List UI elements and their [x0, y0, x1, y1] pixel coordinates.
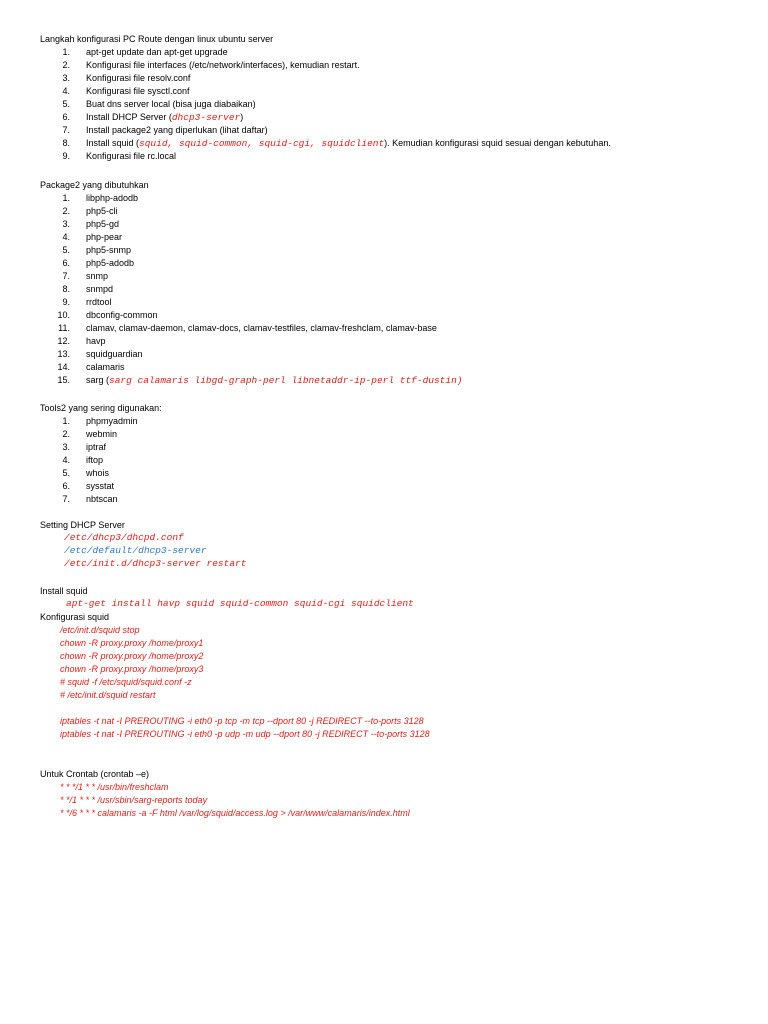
list-item — [42, 150, 742, 162]
list-item — [42, 322, 742, 334]
crontab-line: * */6 * * * calamaris -a -F html /var/log/squid/access.log > /var/www/calamaris/index.html — [60, 808, 410, 818]
squid-config-line: chown -R proxy.proxy /home/proxy2 — [60, 651, 204, 661]
list-item-label: php5-gd — [86, 219, 120, 229]
list-item — [42, 467, 742, 479]
list-item — [42, 335, 742, 347]
list-item — [42, 296, 742, 308]
list-item — [42, 480, 742, 492]
list-item-code: sarg calamaris libgd-graph-perl libnetaddr-ip-perl ttf-dustin) — [109, 375, 463, 386]
list-item-label: dbconfig-common — [86, 310, 158, 320]
list-item — [42, 428, 742, 440]
list-item-label: libphp-adodb — [86, 193, 139, 203]
list-item-text — [86, 231, 122, 243]
list-item-label: phpmyadmin — [86, 416, 138, 426]
list-item-label: whois — [86, 468, 110, 478]
list-item-text — [86, 309, 158, 321]
list-item-text — [86, 361, 125, 373]
list-item-label: Konfigurasi file resolv.conf — [86, 73, 191, 83]
list-item-text — [86, 415, 138, 427]
list-item — [42, 415, 742, 427]
list-item-number: 2. — [62, 60, 70, 70]
crontab-heading: Untuk Crontab (crontab –e) — [40, 769, 150, 779]
list-item-label: iptraf — [86, 442, 107, 452]
list-item-label: php5-snmp — [86, 245, 132, 255]
list-item — [42, 361, 742, 373]
list-item-label: Konfigurasi file interfaces (/etc/network/interfaces), kemudian restart. — [86, 60, 360, 70]
squid-config-line: /etc/init.d/squid stop — [60, 625, 140, 635]
dhcp-line: /etc/dhcp3/dhcpd.conf — [64, 532, 184, 543]
list-item-label: havp — [86, 336, 106, 346]
list-item-number: 1. — [62, 416, 70, 426]
squid-config-line: chown -R proxy.proxy /home/proxy1 — [60, 638, 204, 648]
list-item-number: 6. — [62, 258, 70, 268]
list-item — [42, 441, 742, 453]
list-item-text — [86, 467, 109, 479]
list-item-text — [86, 283, 113, 295]
list-item-number: 13. — [57, 349, 70, 359]
list-item — [42, 205, 742, 217]
list-item — [42, 257, 742, 269]
list-item — [42, 374, 742, 386]
list-item-text — [86, 428, 117, 440]
dhcp-heading: Setting DHCP Server — [40, 520, 125, 530]
list-item-number: 4. — [62, 86, 70, 96]
list-item-code: squid, squid-common, squid-cgi, squidclient — [139, 138, 385, 149]
list-item-label: Konfigurasi file rc.local — [86, 151, 177, 161]
list-item-label: Install DHCP Server ( — [86, 112, 172, 122]
list-item-label: sysstat — [86, 481, 115, 491]
list-item-text — [86, 322, 437, 334]
list-item — [42, 111, 742, 123]
list-item — [42, 137, 742, 149]
list-item-label: php5-cli — [86, 206, 118, 216]
list-item-number: 12. — [57, 336, 70, 346]
list-item-label: rrdtool — [86, 297, 112, 307]
list-item-number: 5. — [62, 468, 70, 478]
list-item-text — [86, 72, 190, 84]
list-item-number: 1. — [62, 193, 70, 203]
squid-config-line: chown -R proxy.proxy /home/proxy3 — [60, 664, 204, 674]
list-item — [42, 348, 742, 360]
list-item-text — [86, 296, 112, 308]
list-item-label: sarg ( — [86, 375, 110, 385]
list-item-number: 2. — [62, 206, 70, 216]
list-item-number: 7. — [62, 125, 70, 135]
list-item — [42, 218, 742, 230]
dhcp-line: /etc/default/dhcp3-server — [64, 545, 207, 556]
list-item — [42, 124, 742, 136]
crontab-line: * * */1 * * /usr/bin/freshclam — [60, 782, 169, 792]
list-item-number: 8. — [62, 138, 70, 148]
list-item-label: php5-adodb — [86, 258, 135, 268]
list-item-label: Install squid ( — [86, 138, 140, 148]
steps-heading: Langkah konfigurasi PC Route dengan linux ubuntu server — [40, 34, 274, 44]
list-item-label: Buat dns server local (bisa juga diabaikan) — [86, 99, 256, 109]
list-item-number: 7. — [62, 494, 70, 504]
list-item-number: 5. — [62, 245, 70, 255]
list-item-text — [86, 85, 190, 97]
squid-config-line: # /etc/init.d/squid restart — [60, 690, 156, 700]
list-item-label: Install package2 yang diperlukan (lihat daftar) — [86, 125, 268, 135]
list-item-label: webmin — [86, 429, 118, 439]
list-item-text — [86, 124, 268, 136]
list-item-text — [86, 150, 176, 162]
list-item-number: 4. — [62, 455, 70, 465]
list-item-label: clamav, clamav-daemon, clamav-docs, clamav-testfiles, clamav-freshclam, clamav-base — [86, 323, 437, 333]
list-item-suffix: ). Kemudian konfigurasi squid sesuai dengan kebutuhan. — [384, 138, 611, 148]
list-item-number: 10. — [57, 310, 70, 320]
list-item-text — [86, 218, 119, 230]
list-item — [42, 283, 742, 295]
list-item — [42, 493, 742, 505]
konfigurasi-squid-heading: Konfigurasi squid — [40, 612, 110, 622]
list-item-text — [86, 335, 106, 347]
list-item — [42, 231, 742, 243]
list-item-text — [86, 137, 611, 150]
list-item-text — [86, 374, 462, 387]
list-item-number: 2. — [62, 429, 70, 439]
list-item-number: 8. — [62, 284, 70, 294]
list-item — [42, 270, 742, 282]
crontab-line: * */1 * * * /usr/sbin/sarg-reports today — [60, 795, 208, 805]
iptables-line: iptables -t nat -I PREROUTING -i eth0 -p tcp -m tcp --dport 80 -j REDIRECT --to-ports 3128 — [60, 716, 424, 726]
list-item-label: Konfigurasi file sysctl.conf — [86, 86, 190, 96]
list-item-text — [86, 244, 131, 256]
list-item-label: php-pear — [86, 232, 123, 242]
list-item — [42, 192, 742, 204]
list-item-text — [86, 257, 134, 269]
list-item-text — [86, 270, 108, 282]
list-item-number: 11. — [58, 323, 70, 333]
list-item-number: 9. — [62, 297, 70, 307]
list-item — [42, 244, 742, 256]
list-item-number: 4. — [62, 232, 70, 242]
list-item-text — [86, 205, 118, 217]
squid-config-line: # squid -f /etc/squid/squid.conf -z — [60, 677, 192, 687]
list-item-number: 9. — [62, 151, 70, 161]
list-item-text — [86, 59, 360, 71]
dhcp-line: /etc/init.d/dhcp3-server restart — [64, 558, 247, 569]
packages-heading: Package2 yang dibutuhkan — [40, 180, 149, 190]
list-item-text — [86, 46, 228, 58]
list-item — [42, 72, 742, 84]
list-item-code: dhcp3-server — [171, 112, 241, 123]
list-item-text — [86, 441, 106, 453]
list-item-label: snmp — [86, 271, 109, 281]
list-item-number: 7. — [62, 271, 70, 281]
list-item-text — [86, 348, 143, 360]
list-item-suffix: ) — [240, 112, 244, 122]
list-item-number: 5. — [62, 99, 70, 109]
list-item — [42, 46, 742, 58]
list-item — [42, 98, 742, 110]
list-item-text — [86, 493, 118, 505]
list-item-text — [86, 111, 243, 124]
list-item-number: 3. — [62, 73, 70, 83]
list-item-label: squidguardian — [86, 349, 143, 359]
list-item-number: 3. — [62, 442, 70, 452]
list-item — [42, 454, 742, 466]
tools-heading: Tools2 yang sering digunakan: — [40, 403, 162, 413]
list-item-text — [86, 480, 114, 492]
list-item-number: 6. — [62, 481, 70, 491]
list-item-number: 6. — [62, 112, 70, 122]
list-item-number: 15. — [57, 375, 70, 385]
install-squid-command: apt-get install havp squid squid-common squid-cgi squidclient — [66, 598, 414, 609]
list-item-label: nbtscan — [86, 494, 118, 504]
list-item-label: snmpd — [86, 284, 114, 294]
list-item-number: 1. — [62, 47, 70, 57]
list-item — [42, 309, 742, 321]
list-item-text — [86, 454, 103, 466]
list-item-text — [86, 192, 138, 204]
list-item-number: 14. — [57, 362, 70, 372]
list-item-label: iftop — [86, 455, 104, 465]
list-item-label: apt-get update dan apt-get upgrade — [86, 47, 228, 57]
list-item-number: 3. — [62, 219, 70, 229]
list-item — [42, 85, 742, 97]
iptables-line: iptables -t nat -I PREROUTING -i eth0 -p udp -m udp --dport 80 -j REDIRECT --to-ports 3128 — [60, 729, 430, 739]
list-item-label: calamaris — [86, 362, 125, 372]
install-squid-heading: Install squid — [40, 586, 88, 596]
list-item-text — [86, 98, 256, 110]
list-item — [42, 59, 742, 71]
